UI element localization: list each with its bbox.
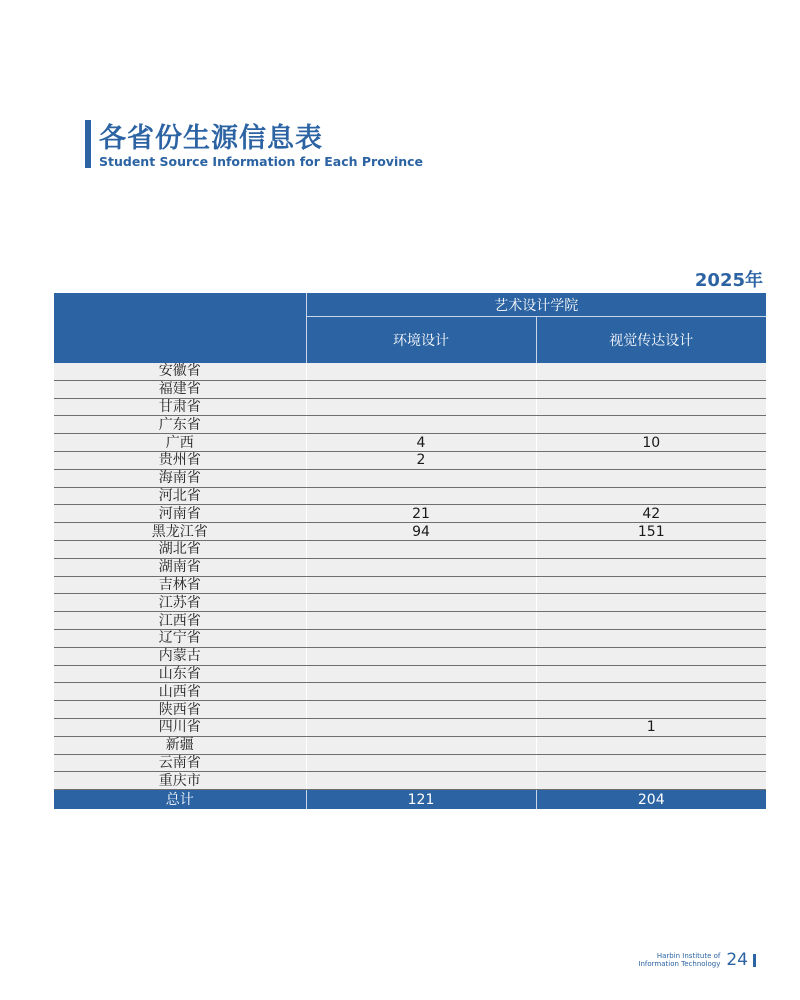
visual-design-count xyxy=(536,558,766,576)
province-cell: 海南省 xyxy=(54,469,306,487)
student-source-table xyxy=(54,293,766,809)
province-cell: 广西 xyxy=(54,434,306,452)
environment-design-count xyxy=(306,363,536,380)
environment-design-count xyxy=(306,594,536,612)
table-row xyxy=(54,701,766,719)
total-environment-design: 121 xyxy=(306,790,536,810)
environment-design-count: 4 xyxy=(306,434,536,452)
table-row xyxy=(54,540,766,558)
table-row xyxy=(54,629,766,647)
visual-design-count xyxy=(536,772,766,790)
visual-design-count: 1 xyxy=(536,718,766,736)
environment-design-count xyxy=(306,398,536,416)
table-row xyxy=(54,469,766,487)
year-label: 2025年 xyxy=(694,270,763,291)
environment-design-count xyxy=(306,754,536,772)
province-cell: 甘肃省 xyxy=(54,398,306,416)
title-accent-bar xyxy=(85,120,91,168)
institution-line-2: Information Technology xyxy=(638,960,721,968)
province-cell: 福建省 xyxy=(54,380,306,398)
province-cell: 河南省 xyxy=(54,505,306,523)
visual-design-count xyxy=(536,612,766,630)
environment-design-count: 21 xyxy=(306,505,536,523)
department-header: 艺术设计学院 xyxy=(306,293,766,317)
institution-name xyxy=(638,952,720,968)
table-row xyxy=(54,772,766,790)
province-cell: 湖北省 xyxy=(54,540,306,558)
table-row xyxy=(54,487,766,505)
table-body xyxy=(54,363,766,809)
environment-design-count xyxy=(306,772,536,790)
table-row xyxy=(54,736,766,754)
province-cell: 云南省 xyxy=(54,754,306,772)
visual-design-count: 10 xyxy=(536,434,766,452)
environment-design-count xyxy=(306,701,536,719)
environment-design-count xyxy=(306,647,536,665)
province-cell: 广东省 xyxy=(54,416,306,434)
table-row xyxy=(54,398,766,416)
province-cell: 湖南省 xyxy=(54,558,306,576)
province-cell: 陕西省 xyxy=(54,701,306,719)
environment-design-count xyxy=(306,629,536,647)
table-row xyxy=(54,647,766,665)
visual-design-count xyxy=(536,754,766,772)
visual-design-count xyxy=(536,594,766,612)
visual-design-count xyxy=(536,380,766,398)
page-footer xyxy=(638,950,756,970)
environment-design-count: 2 xyxy=(306,451,536,469)
province-cell: 江苏省 xyxy=(54,594,306,612)
visual-design-count xyxy=(536,540,766,558)
environment-design-count xyxy=(306,683,536,701)
province-cell: 山西省 xyxy=(54,683,306,701)
table-row xyxy=(54,576,766,594)
table-corner-header xyxy=(54,293,306,363)
province-cell: 黑龙江省 xyxy=(54,523,306,541)
province-cell: 贵州省 xyxy=(54,451,306,469)
visual-design-count xyxy=(536,736,766,754)
table-row xyxy=(54,718,766,736)
table-row xyxy=(54,451,766,469)
table-row xyxy=(54,523,766,541)
province-cell: 重庆市 xyxy=(54,772,306,790)
page-number-bar xyxy=(753,954,756,967)
environment-design-count xyxy=(306,469,536,487)
visual-design-count xyxy=(536,469,766,487)
province-cell: 吉林省 xyxy=(54,576,306,594)
environment-design-count xyxy=(306,380,536,398)
table-row xyxy=(54,363,766,380)
province-cell: 江西省 xyxy=(54,612,306,630)
table-row xyxy=(54,416,766,434)
major-header-environment: 环境设计 xyxy=(306,317,536,364)
environment-design-count xyxy=(306,612,536,630)
visual-design-count: 151 xyxy=(536,523,766,541)
visual-design-count xyxy=(536,363,766,380)
table-row xyxy=(54,612,766,630)
visual-design-count xyxy=(536,576,766,594)
total-visual-design: 204 xyxy=(536,790,766,810)
environment-design-count xyxy=(306,487,536,505)
province-cell: 安徽省 xyxy=(54,363,306,380)
visual-design-count xyxy=(536,416,766,434)
visual-design-count xyxy=(536,629,766,647)
province-cell: 新疆 xyxy=(54,736,306,754)
page-number: 24 xyxy=(726,950,748,970)
province-cell: 河北省 xyxy=(54,487,306,505)
province-cell: 辽宁省 xyxy=(54,629,306,647)
environment-design-count xyxy=(306,558,536,576)
total-row xyxy=(54,790,766,810)
environment-design-count xyxy=(306,736,536,754)
table-row xyxy=(54,594,766,612)
environment-design-count xyxy=(306,665,536,683)
major-header-visual: 视觉传达设计 xyxy=(536,317,766,364)
province-cell: 山东省 xyxy=(54,665,306,683)
visual-design-count xyxy=(536,701,766,719)
table-row xyxy=(54,754,766,772)
visual-design-count xyxy=(536,451,766,469)
table-row xyxy=(54,505,766,523)
visual-design-count: 42 xyxy=(536,505,766,523)
visual-design-count xyxy=(536,647,766,665)
province-cell: 四川省 xyxy=(54,718,306,736)
table-row xyxy=(54,380,766,398)
page-title: 各省份生源信息表 xyxy=(99,123,323,154)
environment-design-count xyxy=(306,718,536,736)
visual-design-count xyxy=(536,683,766,701)
table-row xyxy=(54,683,766,701)
visual-design-count xyxy=(536,665,766,683)
visual-design-count xyxy=(536,398,766,416)
visual-design-count xyxy=(536,487,766,505)
province-cell: 内蒙古 xyxy=(54,647,306,665)
environment-design-count xyxy=(306,540,536,558)
table-row xyxy=(54,558,766,576)
table-row xyxy=(54,434,766,452)
environment-design-count: 94 xyxy=(306,523,536,541)
environment-design-count xyxy=(306,416,536,434)
environment-design-count xyxy=(306,576,536,594)
table-row xyxy=(54,665,766,683)
institution-line-1: Harbin Institute of xyxy=(656,952,721,960)
total-label: 总计 xyxy=(54,790,306,810)
page-subtitle: Student Source Information for Each Province xyxy=(99,154,424,169)
